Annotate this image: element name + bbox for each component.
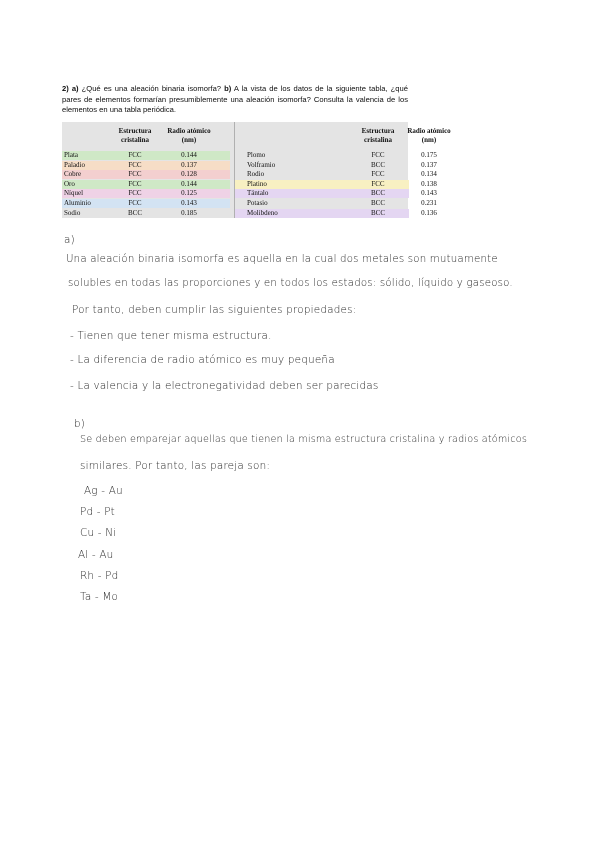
structure-cell: FCC — [371, 170, 385, 179]
table-row-right — [235, 189, 437, 198]
pair-item: Cu - Ni — [80, 527, 117, 539]
table-row-left — [62, 209, 230, 218]
element-cell: Volframio — [247, 160, 276, 169]
structure-cell: BCC — [370, 189, 385, 198]
element-cell: Platino — [247, 179, 267, 188]
part-a-question: ¿Qué es una aleación binaria isomorfa? — [81, 84, 222, 93]
answer-a-label: a) — [64, 234, 75, 246]
structure-cell: FCC — [128, 179, 142, 188]
pair-item: Al - Au — [78, 549, 114, 561]
structure-cell: BCC — [370, 199, 385, 207]
radius-cell: 0.231 — [421, 199, 437, 207]
radius-cell: 0.137 — [181, 160, 197, 169]
structure-cell: FCC — [371, 179, 385, 188]
radius-cell: 0.125 — [181, 189, 197, 198]
table-row-right — [235, 170, 437, 179]
part-a-marker: a) — [71, 84, 79, 93]
radius-cell: 0.143 — [421, 189, 437, 198]
element-cell: Paladio — [64, 160, 85, 169]
part-b-marker: b) — [224, 84, 232, 93]
table-right-half — [234, 122, 451, 218]
table-row-left — [62, 189, 230, 198]
radius-cell: 0.185 — [181, 208, 197, 217]
element-cell: Aluminio — [64, 199, 91, 207]
table-left-half — [62, 122, 230, 218]
answer-a-line-3: Por tanto, deben cumplir las siguientes propiedades: — [72, 304, 357, 316]
answer-a-bullet-1: - Tienen que tener misma estructura. — [70, 330, 272, 342]
pair-item: Rh - Pd — [80, 570, 119, 582]
structure-cell: BCC — [370, 160, 385, 169]
elements-table — [62, 122, 451, 218]
table-row-right — [235, 151, 437, 160]
table-row-left — [62, 161, 230, 170]
header-radius-right: Radio atómico (nm) — [407, 127, 451, 144]
structure-cell: BCC — [127, 208, 142, 217]
radius-cell: 0.134 — [421, 170, 437, 179]
answer-a-bullet-2: - La diferencia de radio atómico es muy pequeña — [70, 354, 335, 366]
pair-item: Ta - Mo — [80, 591, 119, 603]
element-cell: Molibdeno — [247, 208, 278, 217]
structure-cell: FCC — [128, 151, 142, 159]
answer-b-line-1: Se deben emparejar aquellas que tienen la misma estructura cristalina y radios atómicos — [80, 434, 528, 445]
structure-cell: FCC — [128, 199, 142, 207]
header-structure-left: Estructura cristalina — [118, 127, 152, 144]
question-number: 2) — [62, 84, 69, 93]
header-structure-right: Estructura cristalina — [361, 127, 395, 144]
structure-cell: FCC — [128, 189, 142, 198]
element-cell: Plomo — [247, 151, 266, 159]
header-radius-left: Radio atómico (nm) — [167, 127, 211, 144]
structure-cell: BCC — [370, 208, 385, 217]
radius-cell: 0.144 — [181, 151, 197, 159]
element-cell: Potasio — [247, 199, 268, 207]
element-cell: Rodio — [247, 170, 265, 179]
radius-cell: 0.175 — [421, 151, 437, 159]
radius-cell: 0.144 — [181, 179, 197, 188]
table-row-right — [235, 160, 437, 170]
part-b-question: A la vista de los datos de la siguiente tabla, ¿qué pares de elementos formarían presumiblemente una aleación isomorfa? Consulta la valencia de los elementos en una tabla periódica. — [62, 84, 408, 115]
element-cell: Plata — [64, 151, 78, 159]
radius-cell: 0.136 — [421, 208, 437, 217]
structure-cell: FCC — [128, 160, 142, 169]
radius-cell: 0.128 — [181, 170, 197, 179]
answer-b-label: b) — [74, 418, 86, 430]
element-cell: Tántalo — [247, 189, 269, 198]
structure-cell: FCC — [128, 170, 142, 179]
element-cell: Níquel — [64, 189, 84, 198]
element-cell: Oro — [64, 179, 75, 188]
table-row-left — [62, 170, 230, 179]
answer-b-line-2: similares. Por tanto, las pareja son: — [80, 460, 271, 472]
table-row-left — [62, 151, 230, 160]
table-row-right — [235, 179, 437, 189]
answer-a-bullet-3: - La valencia y la electronegatividad deben ser parecidas — [70, 380, 379, 392]
answer-a-line-2: solubles en todas las proporciones y en todos los estados: sólido, líquido y gaseoso. — [68, 278, 513, 289]
radius-cell: 0.138 — [421, 179, 437, 188]
table-row-left — [62, 199, 230, 208]
radius-cell: 0.143 — [181, 199, 197, 207]
answer-a-line-1: Una aleación binaria isomorfa es aquella en la cual dos metales son mutuamente — [66, 254, 498, 265]
pair-item: Pd - Pt — [80, 506, 115, 518]
element-cell: Cobre — [64, 170, 82, 179]
table-row-left — [62, 180, 230, 189]
structure-cell: FCC — [371, 151, 385, 159]
table-row-right — [235, 199, 437, 208]
question-text — [62, 84, 408, 116]
radius-cell: 0.137 — [421, 160, 437, 169]
pair-item: Ag - Au — [84, 485, 123, 497]
table-row-right — [235, 208, 437, 218]
element-cell: Sodio — [64, 208, 81, 217]
